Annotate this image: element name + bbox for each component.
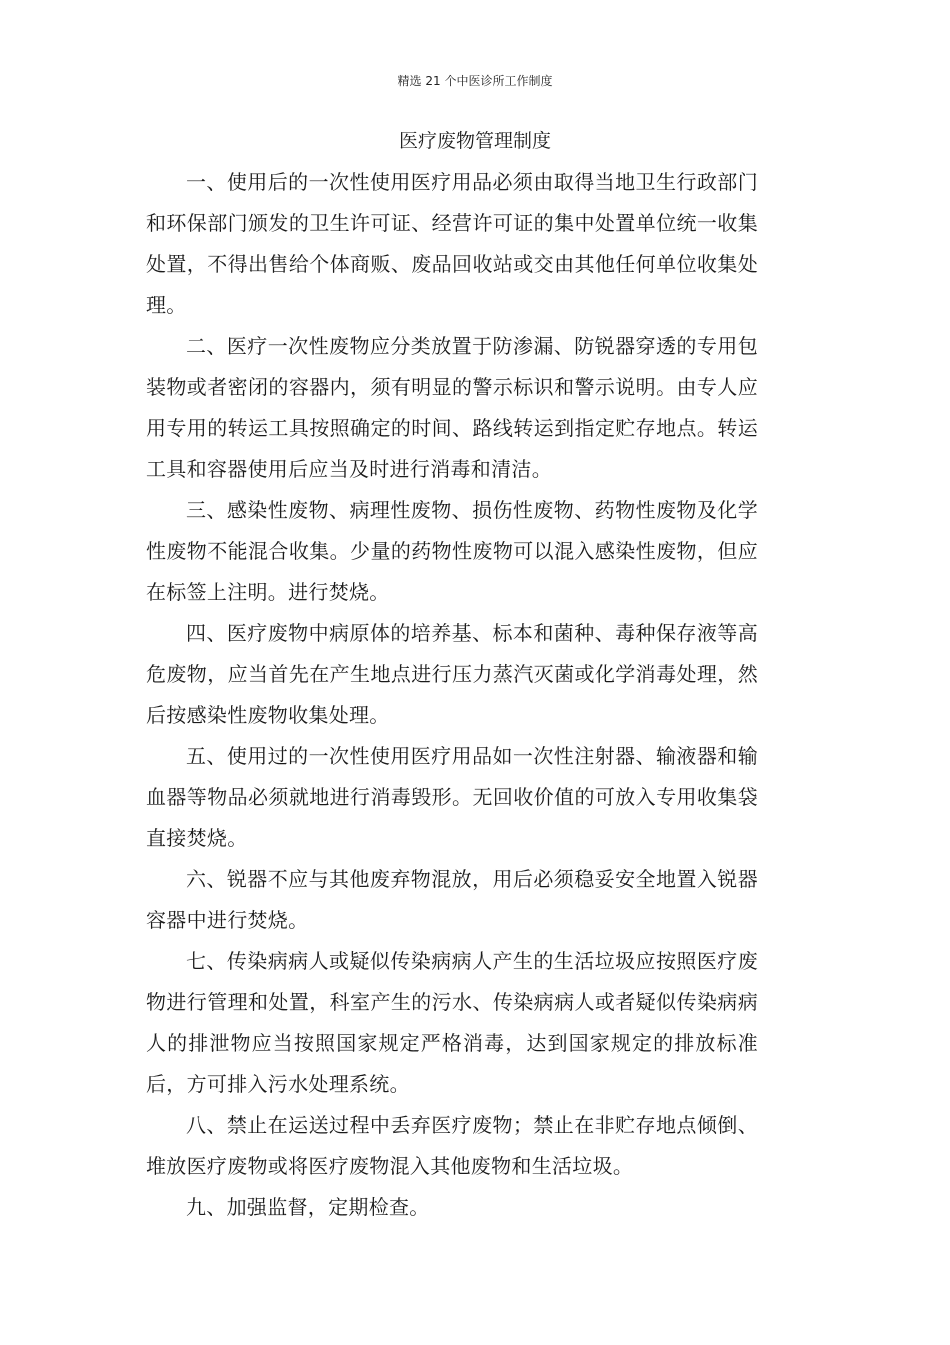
paragraph-1: 一、使用后的一次性使用医疗用品必须由取得当地卫生行政部门和环保部门颁发的卫生许可证、经营许可证的集中处置单位统一收集处置，不得出售给个体商贩、废品回收站或交由其他任何单位收集处理。 xyxy=(146,170,758,317)
page-header: 精选 21 个中医诊所工作制度 xyxy=(397,74,553,88)
document-body xyxy=(146,162,758,1228)
paragraph-2: 二、医疗一次性废物应分类放置于防渗漏、防锐器穿透的专用包装物或者密闭的容器内，须有明显的警示标识和警示说明。由专人应用专用的转运工具按照确定的时间、路线转运到指定贮存地点。转运工具和容器使用后应当及时进行消毒和清洁。 xyxy=(146,334,758,481)
paragraph-6: 六、锐器不应与其他废弃物混放，用后必须稳妥安全地置入锐器容器中进行焚烧。 xyxy=(146,867,758,932)
paragraph-4: 四、医疗废物中病原体的培养基、标本和菌种、毒种保存液等高危废物，应当首先在产生地点进行压力蒸汽灭菌或化学消毒处理，然后按感染性废物收集处理。 xyxy=(146,621,758,727)
document-title: 医疗废物管理制度 xyxy=(398,130,551,152)
paragraph-5: 五、使用过的一次性使用医疗用品如一次性注射器、输液器和输血器等物品必须就地进行消毒毁形。无回收价值的可放入专用收集袋直接焚烧。 xyxy=(146,744,758,850)
paragraph-8: 八、禁止在运送过程中丢弃医疗废物；禁止在非贮存地点倾倒、堆放医疗废物或将医疗废物混入其他废物和生活垃圾。 xyxy=(146,1113,758,1178)
paragraph-3: 三、感染性废物、病理性废物、损伤性废物、药物性废物及化学性废物不能混合收集。少量的药物性废物可以混入感染性废物，但应在标签上注明。进行焚烧。 xyxy=(146,498,758,604)
paragraph-9: 九、加强监督，定期检查。 xyxy=(186,1195,430,1219)
paragraph-7: 七、传染病病人或疑似传染病病人产生的生活垃圾应按照医疗废物进行管理和处置，科室产生的污水、传染病病人或者疑似传染病病人的排泄物应当按照国家规定严格消毒，达到国家规定的排放标准后，方可排入污水处理系统。 xyxy=(146,949,758,1096)
